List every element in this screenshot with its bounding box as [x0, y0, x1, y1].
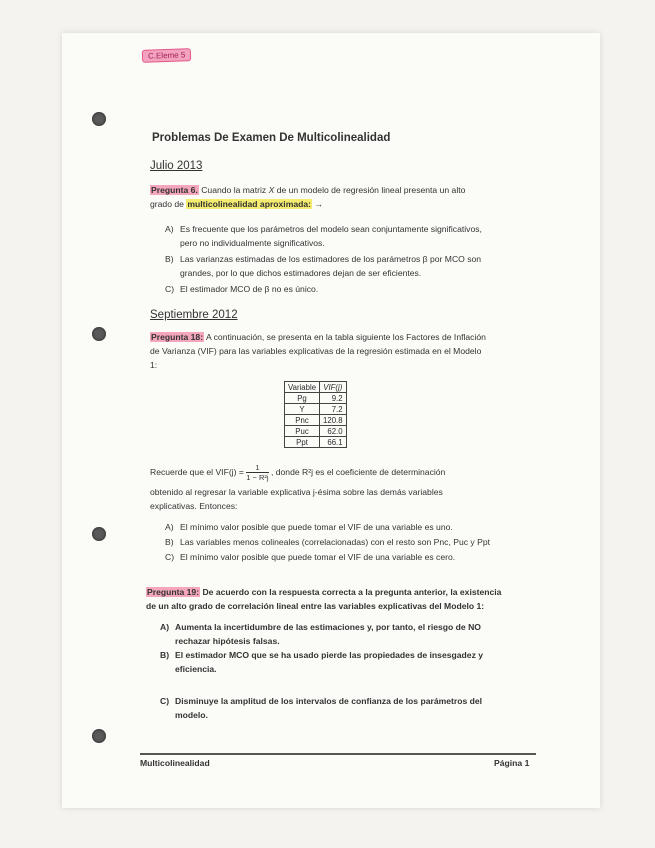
q18-option-b [165, 536, 595, 550]
option-letter: C) [165, 552, 175, 562]
option-text: El mínimo valor posible que puede tomar el VIF de una variable es cero. [180, 552, 456, 562]
option-letter: A) [165, 224, 174, 234]
q18-line3: 1: [150, 360, 158, 370]
option-letter: B) [165, 254, 174, 264]
q19-option-a [160, 621, 595, 648]
table-row [285, 437, 347, 448]
table-cell: Pnc [285, 415, 320, 426]
option-text: Es frecuente que los parámetros del modelo sean conjuntamente significativos, [180, 224, 482, 234]
page-title: Problemas De Examen De Multicolinealidad [152, 132, 391, 144]
formula-post: , donde R²j es el coeficiente de determinación [270, 466, 446, 477]
q18-option-a [165, 521, 595, 535]
q18-line5: explicativas. Entonces: [150, 501, 238, 511]
q6-text-a: Cuando la matriz [201, 185, 267, 195]
punch-hole [92, 327, 106, 341]
q6-text [150, 183, 590, 211]
q6-text-c: grado de [150, 199, 184, 209]
section-julio: Julio 2013 [150, 160, 203, 172]
arrow-icon: → [314, 199, 323, 209]
q6-option-a [165, 223, 595, 250]
formula-fraction [246, 463, 268, 482]
fraction-numerator: 1 [246, 463, 268, 473]
q18-line1: A continuación, se presenta en la tabla siguiente los Factores de Inflación [205, 332, 486, 342]
table-row [285, 415, 347, 426]
table-row [285, 404, 347, 415]
q19-line2: de un alto grado de correlación lineal entre las variables explicativas del Modelo 1: [146, 601, 485, 611]
option-letter: B) [165, 537, 174, 547]
q19-line1: De acuerdo con la respuesta correcta a la pregunta anterior, la existencia [202, 587, 502, 597]
fraction-denominator: 1 − R²j [246, 473, 269, 482]
q6-var-x: X [268, 185, 275, 195]
table-cell: Puc [285, 426, 320, 437]
table-cell: Pg [285, 393, 320, 404]
option-letter: C) [160, 696, 170, 706]
option-text: El mínimo valor posible que puede tomar el VIF de una variable es uno. [180, 522, 453, 532]
table-header: VIF(j) [320, 382, 347, 393]
formula-pre: Recuerde que el VIF(j) = [150, 466, 244, 477]
q19-text [146, 585, 591, 613]
table-cell: Y [285, 404, 320, 415]
table-cell: 9.2 [320, 393, 347, 404]
q6-option-b [165, 253, 595, 280]
option-letter: A) [160, 622, 170, 632]
footer-divider [140, 753, 536, 755]
punch-hole [92, 729, 106, 743]
table-cell: 120.8 [320, 415, 347, 426]
q6-option-c [165, 283, 595, 297]
q18-option-c [165, 551, 595, 565]
table-cell: 7.2 [320, 404, 347, 415]
option-letter: C) [165, 284, 175, 294]
q19-option-c [160, 695, 595, 722]
q6-highlight: multicolinealidad aproximada: [187, 199, 312, 209]
q18-label: Pregunta 18: [151, 332, 204, 342]
option-text: Disminuye la amplitud de los intervalos de confianza de los parámetros del [175, 696, 483, 706]
vif-table [284, 381, 347, 448]
q18-formula [150, 463, 590, 482]
section-septiembre: Septiembre 2012 [150, 309, 238, 321]
option-letter: B) [160, 650, 170, 660]
table-cell: 62.0 [320, 426, 347, 437]
q18-text [150, 330, 590, 372]
q18-line2: de Varianza (VIF) para las variables explicativas de la regresión estimada en el Modelo [150, 346, 482, 356]
option-text: rechazar hipótesis falsas. [175, 635, 280, 646]
option-text: eficiencia. [175, 663, 217, 674]
table-cell: 66.1 [320, 437, 347, 448]
option-text: grandes, por lo que dichos estimadores dejan de ser eficientes. [180, 267, 422, 278]
table-row [285, 393, 347, 404]
q19-label: Pregunta 19: [147, 587, 200, 597]
q6-text-b: de un modelo de regresión lineal presenta un alto [276, 185, 466, 195]
table-row [285, 426, 347, 437]
document-page [62, 33, 600, 808]
q19-option-b [160, 649, 595, 676]
option-letter: A) [165, 522, 174, 532]
table-cell: Ppt [285, 437, 320, 448]
footer-page-number: Página 1 [494, 758, 530, 768]
q18-line4: obtenido al regresar la variable explicativa j-ésima sobre las demás variables [150, 487, 443, 497]
option-text: modelo. [175, 709, 208, 720]
option-text: pero no individualmente significativos. [180, 237, 325, 248]
option-text: El estimador MCO de β no es único. [180, 284, 319, 294]
option-text: Las varianzas estimadas de los estimadores de los parámetros β por MCO son [180, 254, 482, 264]
q6-label: Pregunta 6. [151, 185, 198, 195]
punch-hole [92, 112, 106, 126]
option-text: Las variables menos colineales (correlacionadas) con el resto son Pnc, Puc y Ppt [180, 537, 491, 547]
table-header-row [285, 382, 347, 393]
option-text: El estimador MCO que se ha usado pierde las propiedades de insesgadez y [175, 650, 484, 660]
option-text: Aumenta la incertidumbre de las estimaciones y, por tanto, el riesgo de NO [175, 622, 481, 632]
table-header: Variable [285, 382, 320, 393]
q18-continuation [150, 485, 590, 513]
punch-hole [92, 527, 106, 541]
stamp: C.Eleme 5 [142, 48, 192, 63]
footer-left: Multicolinealidad [140, 758, 210, 768]
